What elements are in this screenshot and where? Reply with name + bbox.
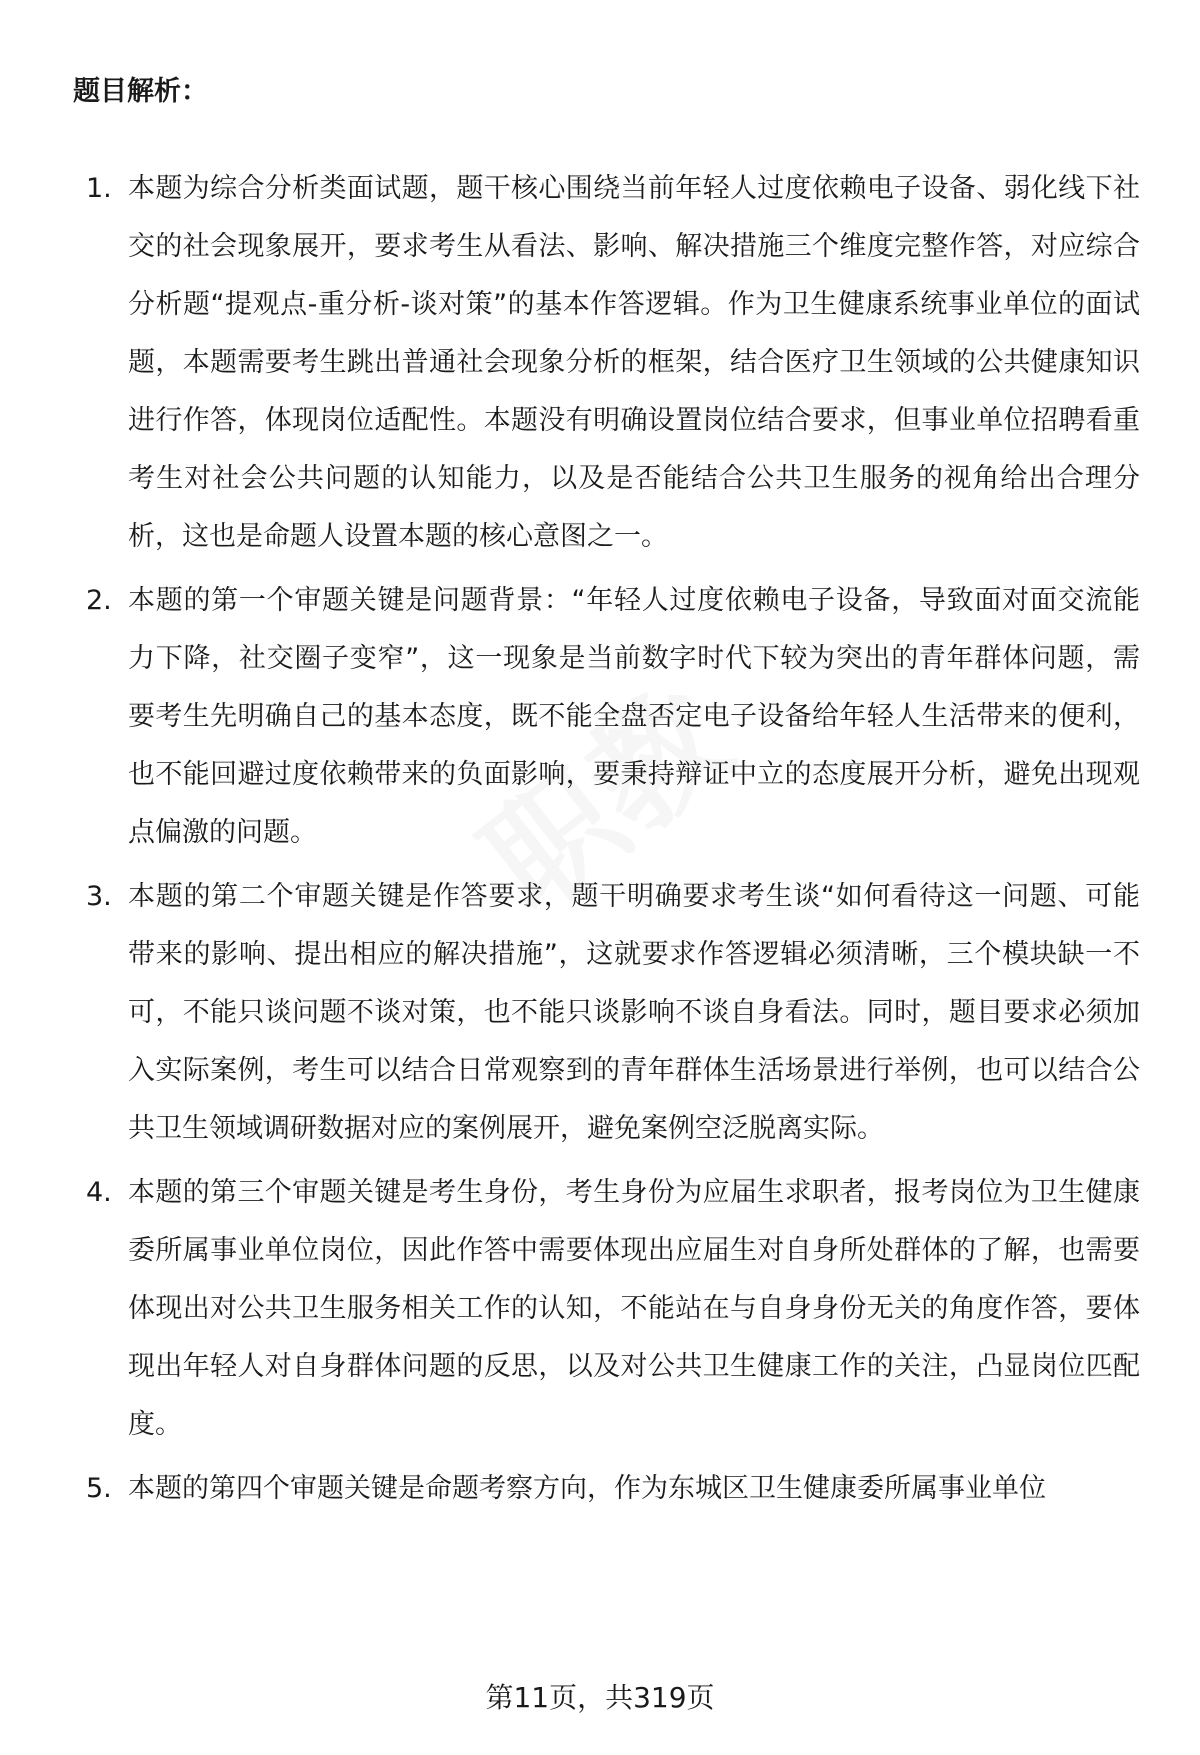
list-item-number: 1. [86,173,112,204]
page-number-footer: 第11页，共319页 [485,1681,715,1714]
list-item [0,572,1200,862]
list-item-number: 3. [86,881,112,912]
list-item-number: 5. [86,1473,112,1504]
list-item [0,868,1200,1158]
list-item-text: 本题为综合分析类面试题，题干核心围绕当前年轻人过度依赖电子设备、弱化线下社交的社会现象展开，要求考生从看法、影响、解决措施三个维度完整作答，对应综合分析题“提观点-重分析-谈对策”的基本作答逻辑。作为卫生健康系统事业单位的面试题，本题需要考生跳出普通社会现象分析的框架，结合医疗卫生领域的公共健康知识进行作答，体现岗位适配性。本题没有明确设置岗位结合要求，但事业单位招聘看重考生对社会公共问题的认知能力，以及是否能结合公共卫生服务的视角给出合理分析，这也是命题人设置本题的核心意图之一。 [128,173,1140,552]
list-item-text: 本题的第三个审题关键是考生身份，考生身份为应届生求职者，报考岗位为卫生健康委所属事业单位岗位，因此作答中需要体现出应届生对自身所处群体的了解，也需要体现出对公共卫生服务相关工作的认知，不能站在与自身身份无关的角度作答，要体现出年轻人对自身群体问题的反思，以及对公共卫生健康工作的关注，凸显岗位匹配度。 [128,1177,1140,1440]
list-item [0,1164,1200,1454]
list-item [0,1460,1200,1518]
list-item [0,160,1200,566]
list-item-text: 本题的第一个审题关键是问题背景：“年轻人过度依赖电子设备，导致面对面交流能力下降，社交圈子变窄”，这一现象是当前数字时代下较为突出的青年群体问题，需要考生先明确自己的基本态度，既不能全盘否定电子设备给年轻人生活带来的便利，也不能回避过度依赖带来的负面影响，要秉持辩证中立的态度展开分析，避免出现观点偏激的问题。 [128,585,1140,848]
list-item-number: 4. [86,1177,112,1208]
list-item-number: 2. [86,585,112,616]
section-heading: 题目解析： [73,76,208,107]
list-item-text: 本题的第四个审题关键是命题考察方向，作为东城区卫生健康委所属事业单位 [128,1473,1046,1504]
list-item-text: 本题的第二个审题关键是作答要求，题干明确要求考生谈“如何看待这一问题、可能带来的影响、提出相应的解决措施”，这就要求作答逻辑必须清晰，三个模块缺一不可，不能只谈问题不谈对策，也不能只谈影响不谈自身看法。同时，题目要求必须加入实际案例，考生可以结合日常观察到的青年群体生活场景进行举例，也可以结合公共卫生领域调研数据对应的案例展开，避免案例空泛脱离实际。 [128,881,1140,1144]
analysis-list [0,160,1200,1524]
